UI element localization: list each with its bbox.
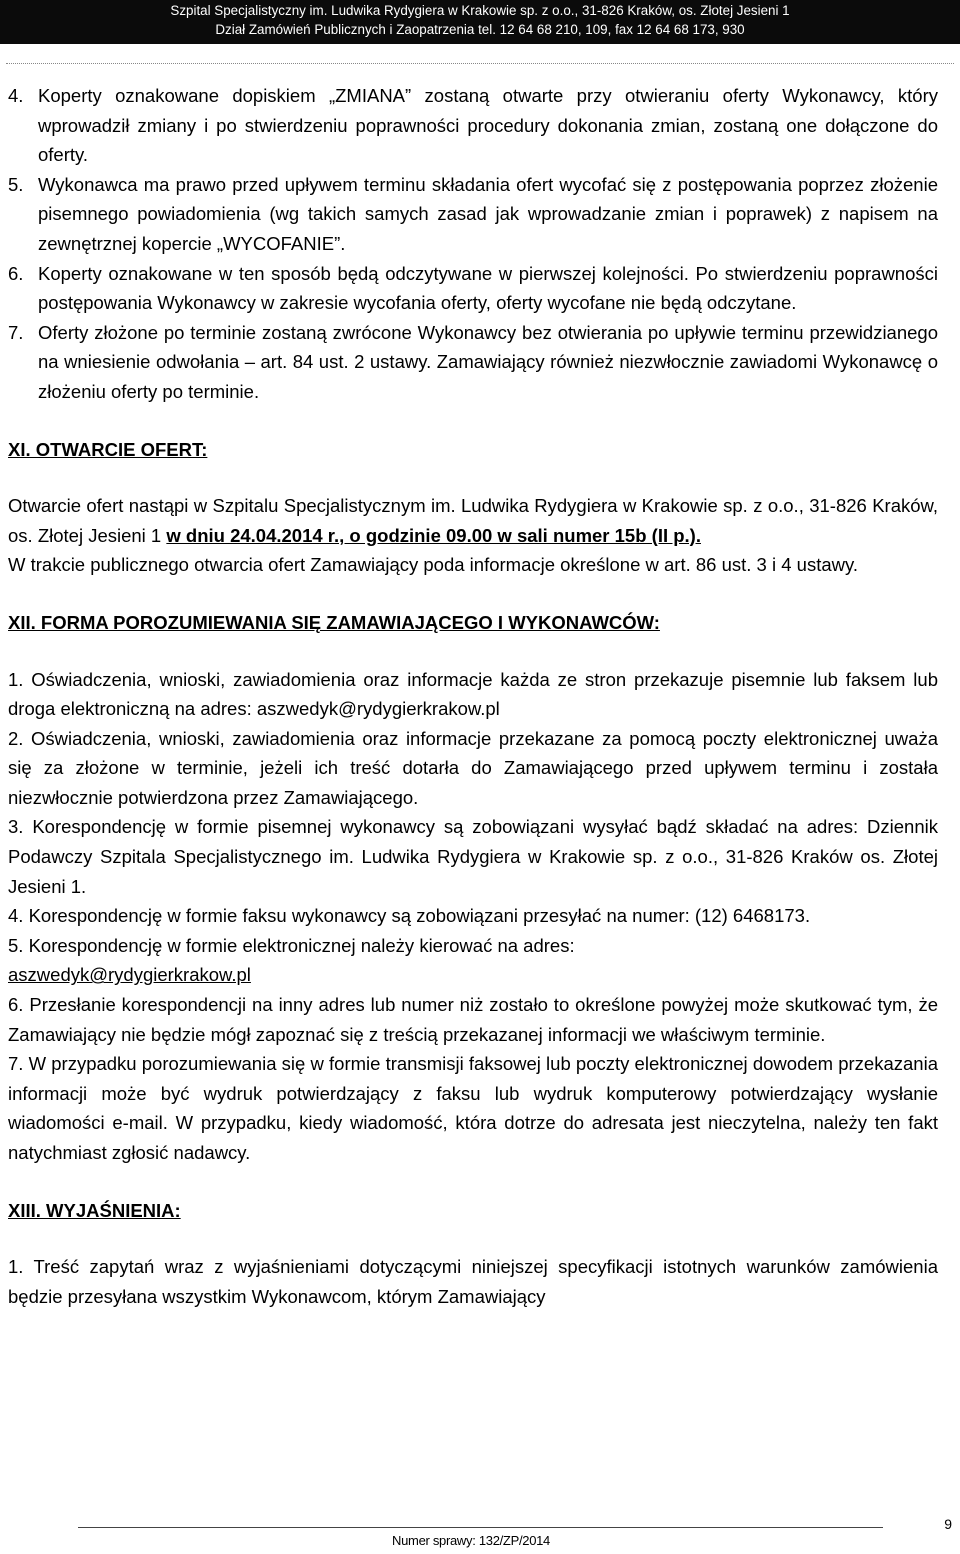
header-divider	[6, 63, 954, 64]
email-link[interactable]: aszwedyk@rydygierkrakow.pl	[8, 964, 251, 986]
section-heading-communication: XII. FORMA POROZUMIEWANIA SIĘ ZAMAWIAJĄCEGO I WYKONAWCÓW:	[8, 611, 660, 633]
page-number: 9	[944, 1516, 952, 1532]
case-number: Numer sprawy: 132/ZP/2014	[392, 1533, 550, 1548]
list-item-number: 5.	[8, 173, 24, 195]
list-item-text: Oferty złożone po terminie zostaną zwrócone Wykonawcy bez otwierania po upływie terminu przewidzianego na wniesienie odwołania – art. 84 ust. 2 ustawy. Zamawiający również niezwłocznie zawiadomi Wykonawcę o złożeniu oferty po terminie.	[38, 321, 938, 402]
list-item-number: 6.	[8, 262, 24, 284]
communication-paragraph-7: 7. W przypadku porozumiewania się w formie transmisji faksowej lub poczty elektronicznej dowodem przekazania informacji może być wydruk potwierdzający z faksu lub wydruk komputerowy potwierdzający wysłanie wiadomości e-mail. W przypadku, kiedy wiadomość, która dotrze do adresata jest nieczytelna, należy ten fakt natychmiast zgłosić nadawcy.	[8, 1053, 938, 1163]
footer-divider	[78, 1527, 883, 1528]
explanations-paragraph-1: 1. Treść zapytań wraz z wyjaśnieniami dotyczącymi niniejszej specyfikacji istotnych warunków zamówienia będzie przesyłana wszystkim Wykonawcom, którym Zamawiający	[8, 1256, 938, 1307]
list-item	[8, 170, 938, 259]
document-body	[8, 81, 938, 1311]
opening-date-time: w dniu 24.04.2014 r., o godzinie 09.00 w sali numer 15b (II p.).	[166, 524, 701, 546]
section-heading-opening: XI. OTWARCIE OFERT:	[8, 438, 208, 460]
list-item-text: Koperty oznakowane dopiskiem „ZMIANA” zostaną otwarte przy otwieraniu oferty Wykonawcy, który wprowadził zmiany i po stwierdzeniu poprawności procedury dokonania zmian, zostaną one dołączone do oferty.	[38, 85, 938, 166]
document-header	[0, 0, 960, 44]
opening-location-text: Otwarcie ofert nastąpi w Szpitalu Specjalistycznym im. Ludwika Rydygiera w Krakowie sp. z o.o., 31-826 Kraków, os. Złotej Jesieni 1	[8, 495, 938, 546]
communication-paragraph-1: 1. Oświadczenia, wnioski, zawiadomienia oraz informacje każda ze stron przekazuje pisemnie lub faksem lub droga elektroniczną na adres: aszwedyk@rydygierkrakow.pl	[8, 668, 938, 720]
list-item	[8, 81, 938, 170]
opening-info-paragraph: W trakcie publicznego otwarcia ofert Zamawiający poda informacje określone w art. 86 ust. 3 i 4 ustawy.	[8, 554, 859, 576]
list-item	[8, 318, 938, 407]
list-item	[8, 259, 938, 318]
communication-paragraph-3: 3. Korespondencję w formie pisemnej wykonawcy są zobowiązani wysyłać bądź składać na adres: Dziennik Podawczy Szpitala Specjalistycznego im. Ludwika Rydygiera w Krakowie sp. z o.o., 31-826 Kraków os. Złotej Jesieni 1.	[8, 816, 938, 897]
list-item-text: Koperty oznakowane w ten sposób będą odczytywane w pierwszej kolejności. Po stwierdzeniu poprawności postępowania Wykonawcy w zakresie wycofania oferty, oferty wycofane nie będą odczytane.	[38, 262, 938, 314]
communication-paragraph-2: 2. Oświadczenia, wnioski, zawiadomienia oraz informacje przekazane za pomocą poczty elektronicznej uważa się za złożone w terminie, jeżeli ich treść dotarła do Zamawiającego przed upływem terminu i została niezwłocznie potwierdzona przez Zamawiającego.	[8, 727, 938, 808]
header-line-1: Szpital Specjalistyczny im. Ludwika Rydygiera w Krakowie sp. z o.o., 31-826 Kraków, os. Złotej Jesieni 1	[170, 3, 790, 18]
list-item-number: 7.	[8, 321, 24, 343]
communication-paragraph-4: 4. Korespondencję w formie faksu wykonawcy są zobowiązani przesyłać na numer: (12) 6468173.	[8, 905, 811, 927]
list-item-text: Wykonawca ma prawo przed upływem terminu składania ofert wycofać się z postępowania poprzez złożenie pisemnego powiadomienia (wg takich samych zasad jak wprowadzanie zmian i poprawek) z napisem na zewnętrznej kopercie „WYCOFANIE”.	[38, 173, 938, 254]
communication-paragraph-6: 6. Przesłanie korespondencji na inny adres lub numer niż zostało to określone powyżej może skutkować tym, że Zamawiający nie będzie mógł zapoznać się z treścią przekazanej informacji we właściwym terminie.	[8, 994, 938, 1045]
communication-paragraph-5: 5. Korespondencję w formie elektronicznej należy kierować na adres:	[8, 934, 575, 956]
header-line-2: Dział Zamówień Publicznych i Zaopatrzenia tel. 12 64 68 210, 109, fax 12 64 68 173, 930	[215, 22, 745, 37]
list-item-number: 4.	[8, 85, 24, 106]
opening-paragraph	[8, 491, 938, 550]
section-heading-explanations: XIII. WYJAŚNIENIA:	[8, 1199, 181, 1221]
